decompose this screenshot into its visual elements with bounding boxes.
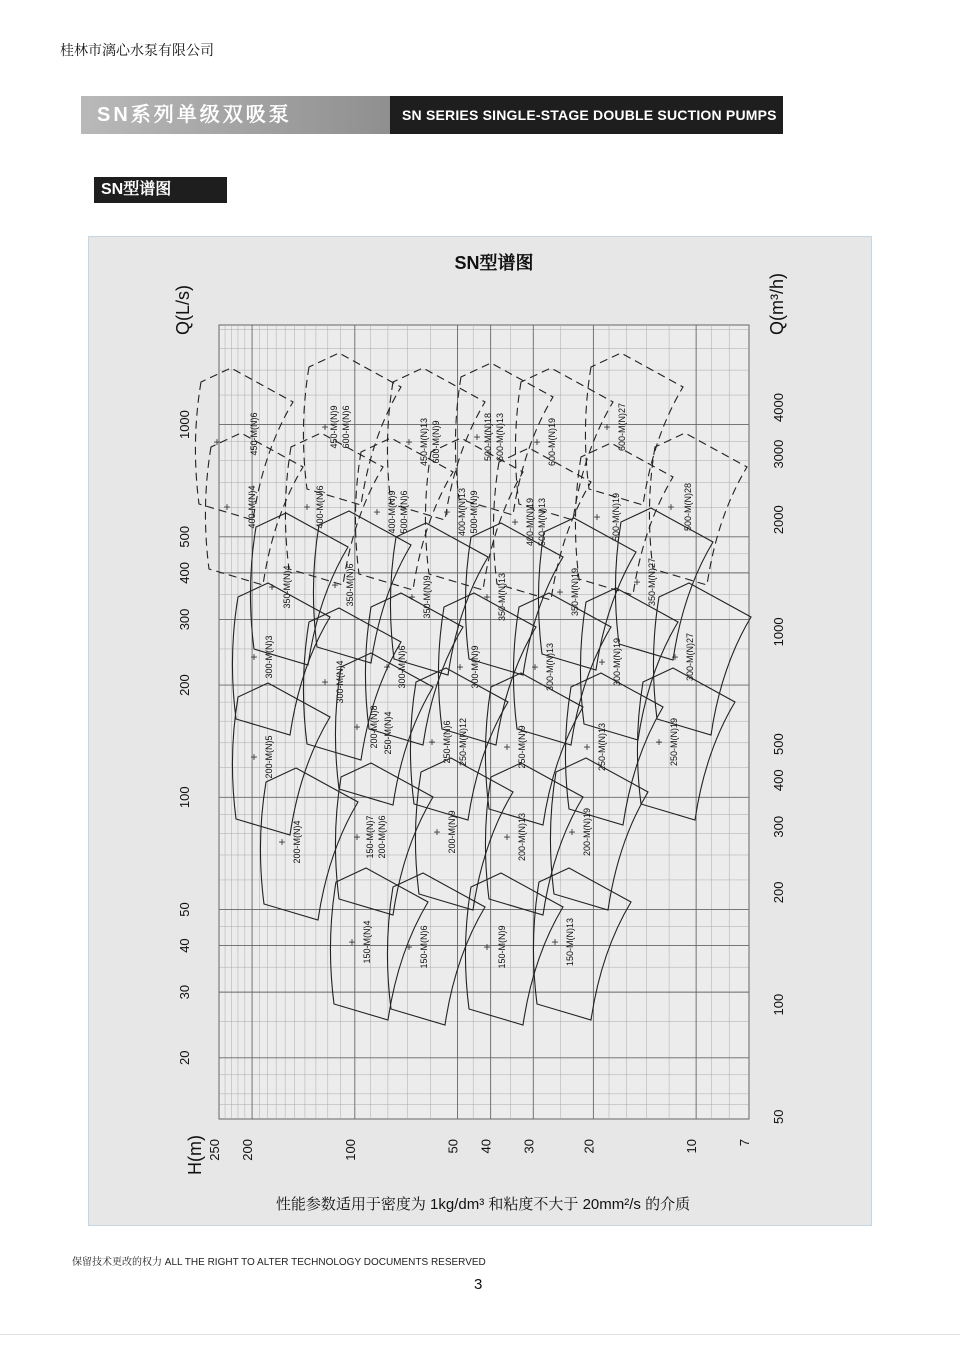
y-left-tick-label: 400 xyxy=(177,562,192,584)
banner-title-en: SN SERIES SINGLE-STAGE DOUBLE SUCTION PUMPS xyxy=(390,96,783,134)
bep-marker: + xyxy=(278,835,286,849)
y-left-tick-label: 50 xyxy=(177,902,192,917)
region-label: 300-M(N)19 xyxy=(612,637,622,687)
region-label: 300-M(N)6 xyxy=(397,645,407,689)
region-label: 200-M(N)4 xyxy=(292,820,302,864)
bep-marker: + xyxy=(223,500,231,514)
bep-marker: + xyxy=(671,650,679,664)
bep-marker: + xyxy=(353,720,361,734)
region-label: 350-M(N)27 xyxy=(647,557,657,607)
region-label: 350-M(N)4 xyxy=(282,565,292,609)
y-right-axis-label: Q(m³/h) xyxy=(767,273,787,335)
y-left-tick-label: 30 xyxy=(177,984,192,1000)
banner-title-cn: SN系列单级双吸泵 xyxy=(81,96,390,134)
region-label: 450-M(N)6 xyxy=(249,412,259,456)
bep-marker: + xyxy=(408,590,416,604)
bep-marker: + xyxy=(405,435,413,449)
bep-marker: + xyxy=(483,590,491,604)
x-axis-label: H(m) xyxy=(185,1135,205,1175)
region-label: 400-M(N)19 xyxy=(525,497,535,547)
region-label: 300-M(N)3 xyxy=(264,635,274,679)
region-label: 300-M(N)13 xyxy=(545,642,555,692)
bep-marker: + xyxy=(473,430,481,444)
region-label: 450-M(N)13 xyxy=(419,417,429,467)
region-label: 600-M(N)9 xyxy=(431,420,441,464)
bep-marker: + xyxy=(303,500,311,514)
region-label: 500-M(N)18 xyxy=(483,412,493,462)
y-right-tick-label: 2000 xyxy=(771,505,786,535)
region-label: 250-M(N)19 xyxy=(669,717,679,767)
bep-marker: + xyxy=(321,675,329,689)
x-tick-label: 10 xyxy=(684,1139,700,1154)
y-right-tick-label: 400 xyxy=(771,769,786,792)
bep-marker: + xyxy=(383,660,391,674)
region-label: 250-M(N)9 xyxy=(517,725,527,769)
bep-marker: + xyxy=(533,435,541,449)
chart-footnote: 性能参数适用于密度为 1kg/dm³ 和粘度不大于 20mm²/s 的介质 xyxy=(275,1196,691,1213)
y-right-tick-label: 50 xyxy=(771,1109,786,1125)
bep-marker: + xyxy=(655,735,663,749)
region-label: 500-M(N)28 xyxy=(683,482,693,532)
bep-marker: + xyxy=(353,830,361,844)
bep-marker: + xyxy=(433,825,441,839)
region-label: 200-M(N)5 xyxy=(264,735,274,779)
bep-marker: + xyxy=(556,585,564,599)
region-label: 200-M(N)19 xyxy=(582,807,592,857)
region-label: 600-M(N)19 xyxy=(547,417,557,467)
y-right-tick-label: 500 xyxy=(771,733,786,755)
x-tick-label: 20 xyxy=(581,1139,597,1154)
bep-marker: + xyxy=(483,940,491,954)
x-tick-label: 100 xyxy=(342,1139,358,1161)
region-label: 500-M(N)6 xyxy=(399,490,409,534)
bep-marker: + xyxy=(428,735,436,749)
bep-marker: + xyxy=(456,660,464,674)
x-tick-label: 7 xyxy=(737,1139,752,1147)
x-tick-label: 200 xyxy=(240,1139,256,1161)
bep-marker: + xyxy=(593,510,601,524)
bep-marker: + xyxy=(443,505,451,519)
bep-marker: + xyxy=(583,740,591,754)
bottom-rule xyxy=(0,1334,960,1335)
region-label: 150-M(N)7 xyxy=(365,815,375,859)
region-label: 250-M(N)6 xyxy=(442,720,452,764)
region-label: 400-M(N)13 xyxy=(457,487,467,537)
x-tick-label: 50 xyxy=(445,1139,461,1154)
series-banner xyxy=(81,96,783,134)
region-label: 350-M(N)6 xyxy=(345,563,355,607)
section-tag: SN型谱图 xyxy=(94,177,227,203)
y-left-axis-label: Q(L/s) xyxy=(173,284,193,335)
region-label: 200-M(N)13 xyxy=(517,812,527,862)
bep-marker: + xyxy=(531,660,539,674)
y-left-tick-label: 20 xyxy=(177,1050,192,1065)
region-label: 350-M(N)13 xyxy=(497,572,507,622)
bep-marker: + xyxy=(373,505,381,519)
y-right-tick-label: 4000 xyxy=(771,393,786,422)
region-label: 150-M(N)6 xyxy=(419,925,429,969)
bep-marker: + xyxy=(511,515,519,529)
bep-marker: + xyxy=(268,580,276,594)
region-label: 600-M(N)6 xyxy=(341,405,351,449)
bep-marker: + xyxy=(213,435,221,449)
region-label: 300-M(N)9 xyxy=(470,645,480,689)
region-label: 250-M(N)13 xyxy=(597,722,607,772)
x-tick-label: 30 xyxy=(521,1139,537,1154)
region-label: 300-M(N)4 xyxy=(335,660,345,704)
region-label: 600-M(N)13 xyxy=(495,412,505,462)
region-label: 150-M(N)9 xyxy=(497,925,507,969)
x-tick-label: 40 xyxy=(478,1139,494,1154)
region-label: 150-M(N)4 xyxy=(362,920,372,964)
region-label: 200-M(N)6 xyxy=(377,815,387,859)
footer-note: 保留技术更改的权力 ALL THE RIGHT TO ALTER TECHNOLOGY DOCUMENTS RESERVED xyxy=(72,1257,486,1268)
bep-marker: + xyxy=(551,935,559,949)
y-right-tick-label: 100 xyxy=(771,993,786,1016)
x-tick-label: 250 xyxy=(207,1139,222,1161)
region-label: 400-M(N)9 xyxy=(387,490,397,534)
region-label: 250-M(N)4 xyxy=(383,711,393,755)
region-label: 250-M(N)12 xyxy=(458,717,468,767)
region-label: 600-M(N)27 xyxy=(617,402,627,452)
bep-marker: + xyxy=(667,500,675,514)
y-right-tick-label: 300 xyxy=(771,815,786,838)
bep-marker: + xyxy=(503,740,511,754)
region-label: 400-M(N)6 xyxy=(315,485,325,529)
bep-marker: + xyxy=(405,940,413,954)
y-left-tick-label: 500 xyxy=(177,525,192,548)
region-label: 350-M(N)19 xyxy=(570,567,580,617)
region-label: 150-M(N)13 xyxy=(565,917,575,967)
y-right-tick-label: 1000 xyxy=(771,617,786,647)
performance-chart xyxy=(89,237,873,1227)
chart-panel xyxy=(88,236,872,1226)
y-left-tick-label: 100 xyxy=(177,786,192,809)
region-label: 200-M(N)9 xyxy=(447,810,457,854)
region-label: 400-M(N)4 xyxy=(247,485,257,529)
bep-marker: + xyxy=(250,650,258,664)
bep-marker: + xyxy=(598,655,606,669)
y-right-tick-label: 200 xyxy=(771,881,786,904)
region-label: 500-M(N)13 xyxy=(537,497,547,547)
region-label: 500-M(N)19 xyxy=(611,492,621,542)
y-left-tick-label: 40 xyxy=(177,938,192,953)
region-label: 350-M(N)9 xyxy=(422,575,432,619)
bep-marker: + xyxy=(250,750,258,764)
y-right-tick-label: 3000 xyxy=(771,439,786,469)
bep-marker: + xyxy=(331,578,339,592)
bep-marker: + xyxy=(321,420,329,434)
y-left-tick-label: 1000 xyxy=(177,410,192,440)
region-label: 500-M(N)9 xyxy=(469,490,479,534)
y-left-tick-label: 200 xyxy=(177,674,192,696)
y-left-tick-label: 300 xyxy=(177,608,192,631)
company-name: 桂林市漓心水泵有限公司 xyxy=(60,42,214,58)
bep-marker: + xyxy=(603,420,611,434)
bep-marker: + xyxy=(633,575,641,589)
bep-marker: + xyxy=(568,825,576,839)
bep-marker: + xyxy=(503,830,511,844)
page-number: 3 xyxy=(474,1276,483,1293)
bep-marker: + xyxy=(348,935,356,949)
region-label: 200-M(N)8 xyxy=(369,705,379,749)
region-label: 450-M(N)9 xyxy=(329,405,339,449)
chart-title: SN型谱图 xyxy=(454,253,534,273)
region-label: 300-M(N)27 xyxy=(685,632,695,682)
